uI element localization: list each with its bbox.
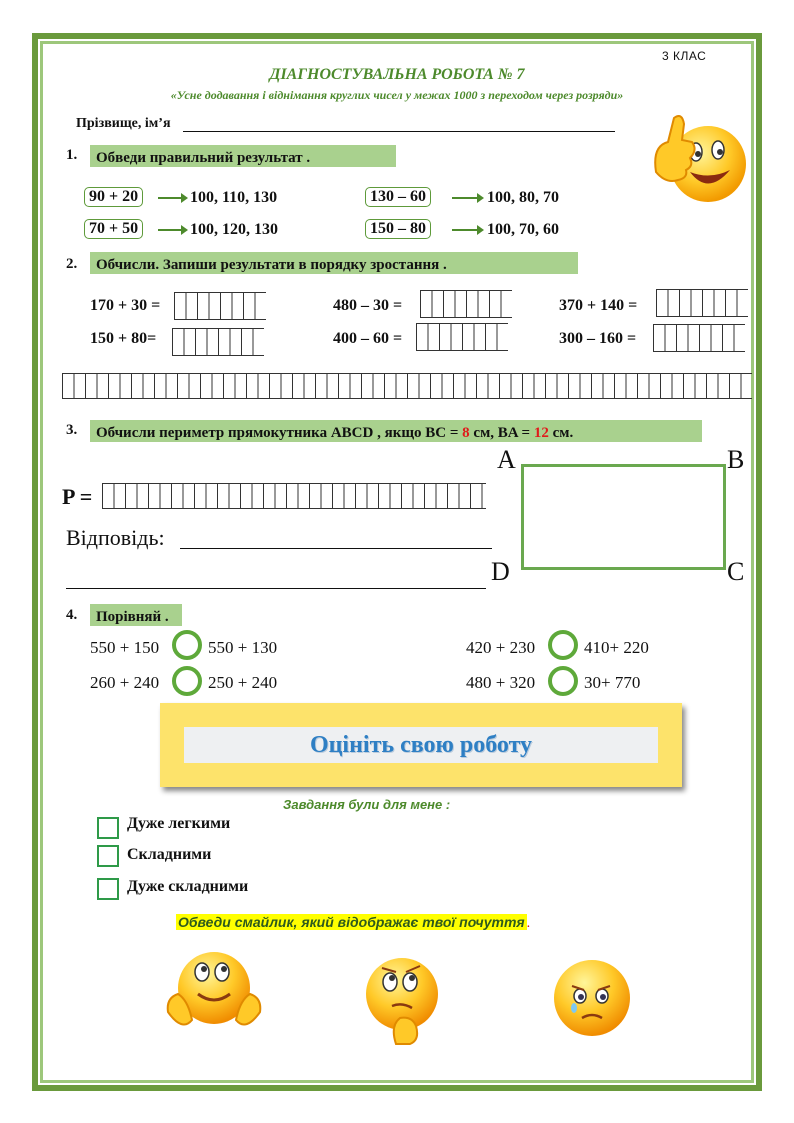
answer-grid[interactable] [420, 290, 512, 318]
task2-expression: 150 + 80= [90, 330, 157, 347]
compare-left: 260 + 240 [90, 673, 160, 692]
task4-instruction: Порівняй . [90, 604, 182, 626]
answer-line[interactable] [180, 548, 492, 549]
task1-options[interactable]: 100, 110, 130 [190, 189, 278, 206]
sad-smiley-icon[interactable] [552, 958, 632, 1038]
answer-line-2[interactable] [66, 588, 486, 589]
compare-circle[interactable] [172, 666, 202, 696]
corner-d: D [491, 557, 510, 586]
compare-left: 420 + 230 [466, 638, 536, 657]
compare-right: 410+ 220 [584, 638, 649, 657]
compare-right: 30+ 770 [584, 673, 641, 692]
task3-text: см, BA = [469, 425, 534, 441]
option-difficult: Складними [127, 846, 212, 863]
task3-text: см. [548, 425, 574, 441]
page-title: ДІАГНОСТУВАЛЬНА РОБОТА № 7 [269, 66, 525, 83]
compare-left: 550 + 150 [90, 638, 160, 657]
task2-expression: 170 + 30 = [90, 297, 161, 314]
task1-options[interactable]: 100, 70, 60 [487, 221, 559, 238]
task3-instruction [90, 420, 702, 442]
arrow-right-icon [158, 229, 186, 231]
task1-options[interactable]: 100, 120, 130 [190, 221, 278, 238]
task1-expression: 130 – 60 [365, 187, 431, 207]
task2-expression: 370 + 140 = [559, 297, 638, 314]
task1-number: 1. [66, 147, 78, 163]
smiley-prompt-text: Обведи смайлик, який відображає твої почуття [178, 914, 525, 930]
option-very-difficult: Дуже складними [127, 878, 249, 895]
happy-smiley-icon[interactable] [162, 948, 266, 1034]
corner-c: C [727, 557, 745, 586]
task4-number: 4. [66, 607, 78, 623]
name-label: Прізвище, ім’я [76, 116, 171, 131]
answer-grid[interactable] [174, 292, 266, 320]
page-subtitle: «Усне додавання і віднімання круглих чисел у межах 1000 з переходом через розряди» [170, 88, 624, 102]
task1-instruction: Обведи правильний результат . [90, 145, 396, 167]
grade-label: 3 КЛАС [662, 49, 707, 63]
arrow-right-icon [452, 229, 482, 231]
corner-a: A [497, 445, 516, 474]
compare-right: 250 + 240 [208, 673, 278, 692]
perimeter-label: P = [62, 484, 93, 509]
compare-circle[interactable] [172, 630, 202, 660]
task1-expression: 70 + 50 [84, 219, 143, 239]
self-assessment-banner: Оцініть свою роботу [184, 727, 658, 763]
compare-right: 550 + 130 [208, 638, 278, 657]
answer-grid[interactable] [656, 289, 748, 317]
task2-number: 2. [66, 256, 78, 272]
task3-text: Обчисли периметр прямокутника ABCD , якщо BC = [96, 425, 463, 441]
checkbox-very-difficult[interactable] [97, 878, 119, 900]
smiley-prompt-period: . [526, 916, 531, 931]
assessment-prompt: Завдання були для мене : [283, 797, 451, 812]
task2-expression: 400 – 60 = [333, 330, 403, 347]
bc-value: 8 [462, 425, 470, 441]
task1-options[interactable]: 100, 80, 70 [487, 189, 559, 206]
checkbox-difficult[interactable] [97, 845, 119, 867]
compare-circle[interactable] [548, 630, 578, 660]
task2-instruction: Обчисли. Запиши результати в порядку зростання . [90, 252, 578, 274]
rectangle-abcd [521, 464, 726, 570]
name-field-line[interactable] [183, 131, 615, 132]
option-very-easy: Дуже легкими [127, 815, 231, 832]
ba-value: 12 [533, 425, 549, 441]
task1-expression: 150 – 80 [365, 219, 431, 239]
task1-expression: 90 + 20 [84, 187, 143, 207]
task2-expression: 300 – 160 = [559, 330, 637, 347]
ordered-answer-grid[interactable] [62, 373, 752, 399]
answer-grid[interactable] [172, 328, 264, 356]
smiley-prompt [176, 914, 530, 932]
thinking-smiley-icon[interactable] [360, 956, 444, 1046]
answer-grid[interactable] [653, 324, 745, 352]
arrow-right-icon [158, 197, 186, 199]
perimeter-grid[interactable] [102, 483, 486, 509]
answer-grid[interactable] [416, 323, 508, 351]
answer-label: Відповідь: [66, 525, 165, 550]
task3-number: 3. [66, 422, 78, 438]
compare-circle[interactable] [548, 666, 578, 696]
thumbs-up-smiley-icon [646, 106, 750, 208]
arrow-right-icon [452, 197, 482, 199]
corner-b: B [727, 445, 745, 474]
task2-expression: 480 – 30 = [333, 297, 403, 314]
checkbox-very-easy[interactable] [97, 817, 119, 839]
compare-left: 480 + 320 [466, 673, 536, 692]
